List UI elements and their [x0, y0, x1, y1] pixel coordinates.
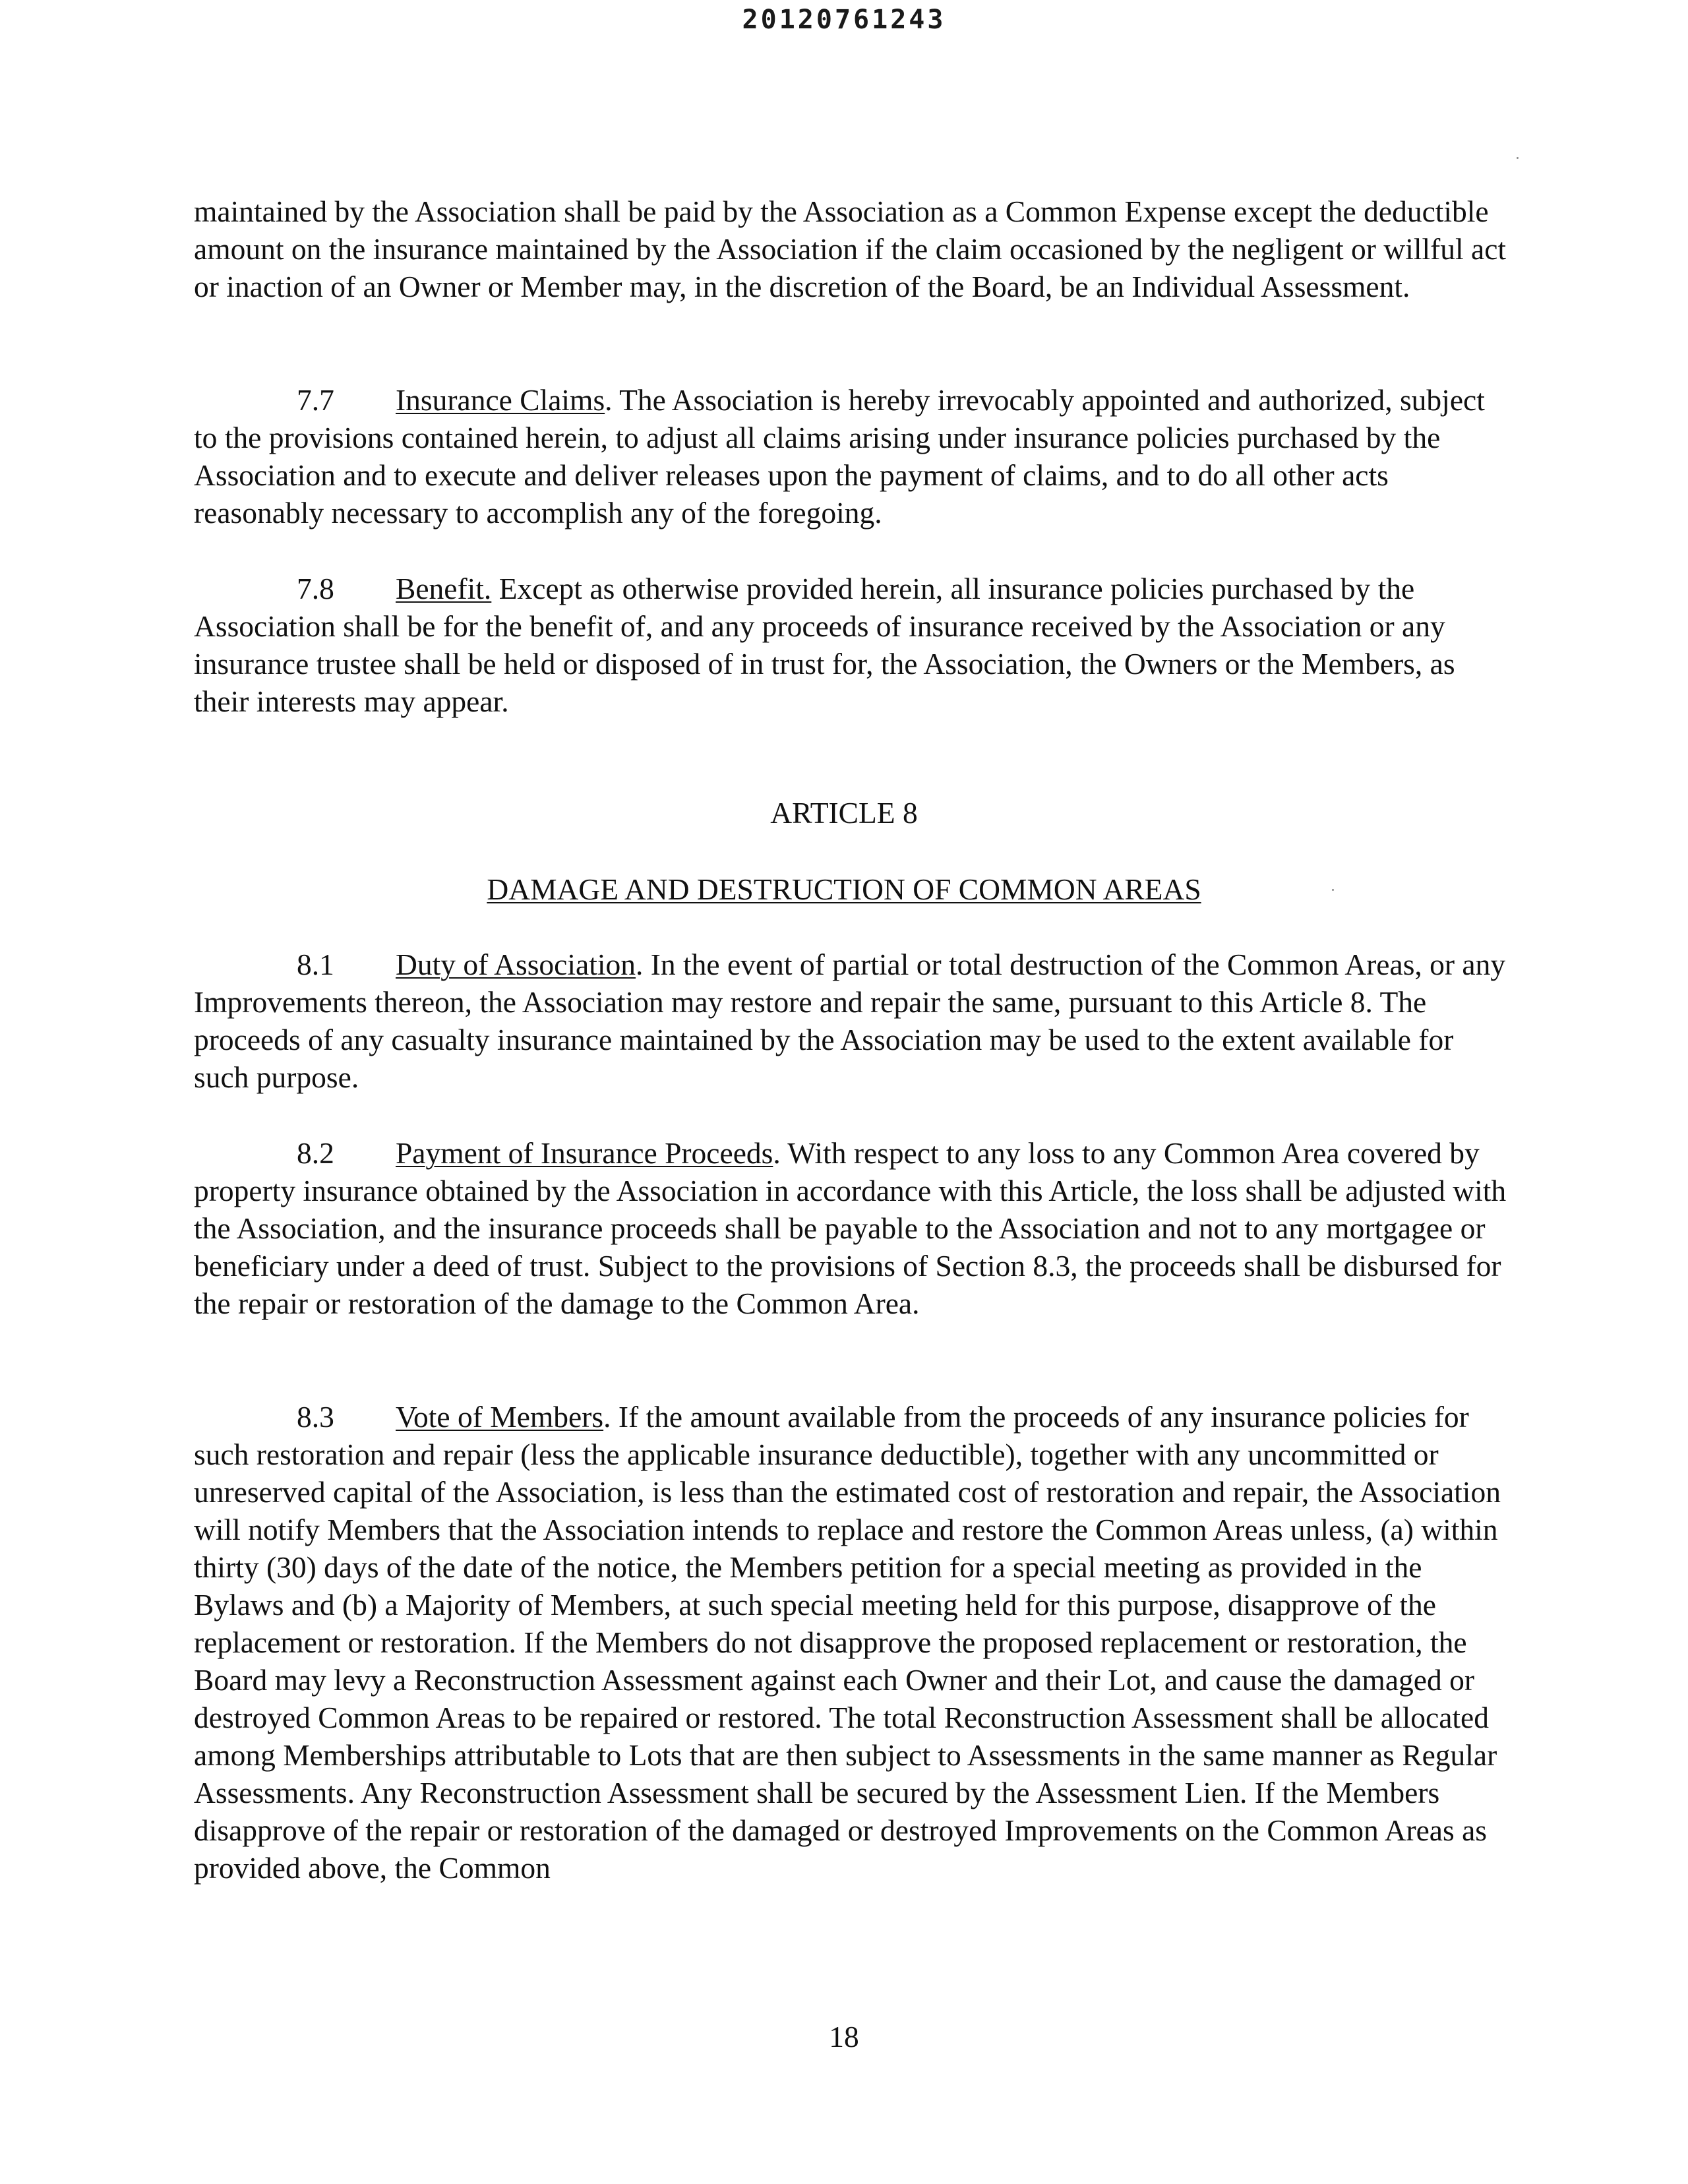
section-title: Insurance Claims [396, 383, 605, 417]
section-title-suffix: . [605, 383, 613, 417]
section-title: Vote of Members [396, 1400, 604, 1434]
section-number: 7.8 [297, 572, 334, 605]
section-body: With respect to any loss to any Common Area covered by property insurance obtained by the Association in accordance with this Article, the loss shall be adjusted with the Association, and the insurance proceeds shall be payable to the Association and not to any mortgagee or beneficiary under a deed of trust. Subject to the provisions of Section 8.3, the proceeds shall be disbursed for the repair or restoration of the damage to the Common Area. [194, 1136, 1507, 1320]
section-title: Duty of Association [396, 948, 636, 981]
section-7-7 [194, 381, 1515, 531]
article-label: ARTICLE 8 [770, 796, 918, 830]
intro-paragraph-text: maintained by the Association shall be paid by the Association as a Common Expense except the deductible amount on the insurance maintained by the Association if the claim occasioned by the negligent or willful act or inaction of an Owner or Member may, in the discretion of the Board, be an Individual Assessment. [194, 195, 1507, 303]
section-body: The Association is hereby irrevocably appointed and authorized, subject to the provisions contained herein, to adjust all claims arising under insurance policies purchased by the Association and to execute and deliver releases upon the payment of claims, and to do all other acts reasonably necessary to accomplish any of the foregoing. [194, 383, 1485, 530]
section-8-1 [194, 946, 1515, 1096]
page-number: 18 [829, 2020, 859, 2053]
section-title: Benefit. [396, 572, 492, 605]
scan-speck [1517, 157, 1519, 159]
article-title: DAMAGE AND DESTRUCTION OF COMMON AREAS [487, 872, 1201, 906]
section-title-suffix: . [635, 948, 644, 981]
section-title-suffix: . [773, 1136, 781, 1170]
section-body: In the event of partial or total destruction of the Common Areas, or any Improvements thereon, the Association may restore and repair the same, pursuant to this Article 8. The proceeds of any casualty insurance maintained by the Association may be used to the extent available for such purpose. [194, 948, 1506, 1094]
scan-speck [1332, 889, 1334, 891]
document-number: 20120761243 [742, 5, 946, 35]
section-8-3 [194, 1398, 1515, 1887]
section-title-suffix: . [603, 1400, 611, 1434]
section-body: Except as otherwise provided herein, all insurance policies purchased by the Association shall be for the benefit of, and any proceeds of insurance received by the Association or any insurance trustee shall be held or disposed of in trust for, the Association, the Owners or the Members, as their interests may appear. [194, 572, 1455, 718]
article-title-wrap [0, 870, 1688, 908]
intro-paragraph [194, 193, 1515, 305]
section-number: 7.7 [297, 383, 334, 417]
section-title: Payment of Insurance Proceeds [396, 1136, 773, 1170]
section-7-8 [194, 570, 1515, 720]
section-number: 8.3 [297, 1400, 334, 1434]
section-body: If the amount available from the proceeds of any insurance policies for such restoration and repair (less the applicable insurance deductible), together with any uncommitted or unreserved capital of the Association, is less than the estimated cost of restoration and repair, the Association will notify Members that the Association intends to replace and restore the Common Areas unless, (a) within thirty (30) days of the date of the notice, the Members petition for a special meeting as provided in the Bylaws and (b) a Majority of Members, at such special meeting held for this purpose, disapprove of the replacement or restoration. If the Members do not disapprove the proposed replacement or restoration, the Board may levy a Reconstruction Assessment against each Owner and their Lot, and cause the damaged or destroyed Common Areas to be repaired or restored. The total Reconstruction Assessment shall be allocated among Memberships attributable to Lots that are then subject to Assessments in the same manner as Regular Assessments. Any Reconstruction Assessment shall be secured by the Assessment Lien. If the Members disapprove of the repair or restoration of the damaged or destroyed Improvements on the Common Areas as provided above, the Common [194, 1400, 1501, 1885]
section-number: 8.2 [297, 1136, 334, 1170]
section-number: 8.1 [297, 948, 334, 981]
section-8-2 [194, 1134, 1515, 1322]
